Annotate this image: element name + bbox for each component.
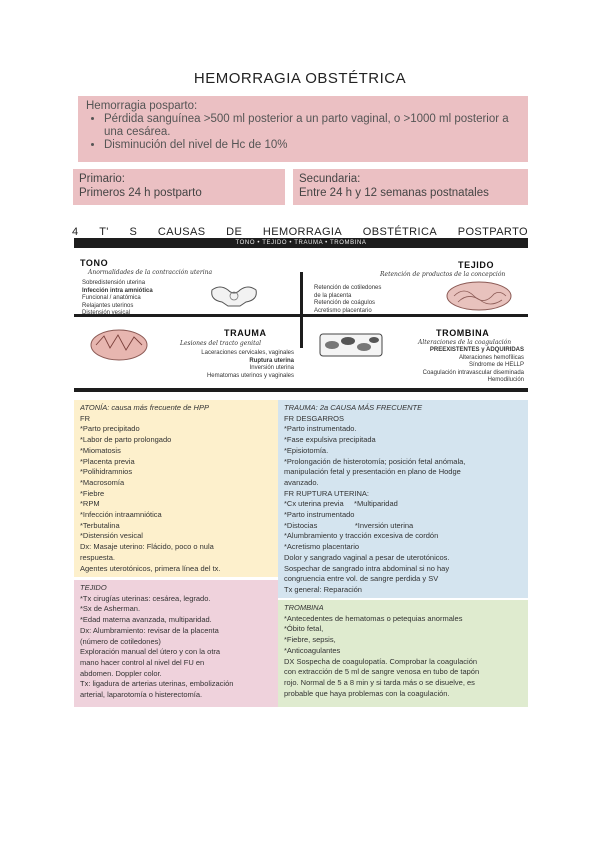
trombina-subtitle: Alteraciones de la coagulación (418, 339, 512, 346)
tejido-line: *Edad materna avanzada, multiparidad. (80, 615, 212, 625)
tono-item: Funcional / anatómica (82, 295, 141, 301)
atonia-line: Agentes uterotónicos, primera línea del tx. (80, 563, 221, 573)
tejido-title: TEJIDO (458, 260, 495, 270)
trombina-list (374, 347, 524, 385)
trombina-line: *Óbito fetal, (284, 624, 324, 634)
causes-word: CAUSAS (157, 226, 206, 238)
trombina-item: Hemodilución (487, 377, 524, 383)
secondary-label: Secundaria: (299, 173, 361, 185)
tejido-item: de la placenta (314, 292, 352, 299)
atonia-line: FR (80, 413, 90, 423)
trauma-item: Ruptura uterina (249, 357, 294, 364)
tono-list (82, 280, 153, 318)
trauma-line: Sospechar de sangrado intra abdominal si no hay (284, 563, 450, 573)
trauma-line: *Alumbramiento y tracción excesiva de cordón (284, 531, 439, 541)
trombina-item: PREEXISTENTES y ADQUIRIDAS (429, 347, 524, 353)
trauma-line: Dolor y sangrado vaginal a pesar de uterotónicos. (284, 552, 450, 562)
trombina-item: Síndrome de HELLP (468, 362, 524, 368)
atonia-line: *Polihidramnios (80, 467, 133, 477)
trauma-line: *Parto instrumentado. (284, 424, 357, 434)
tejido-line: *Sx de Asherman. (80, 604, 141, 614)
definition-item: • Pérdida sanguínea >500 ml posterior a un parto vaginal, o >1000 ml posterior a una cesárea. (104, 113, 520, 139)
tono-item: Sobredistensión uterina (82, 280, 146, 286)
tejido-line: Tx: ligadura de arterias uterinas, embolización (80, 679, 234, 689)
definition-heading: Hemorragia posparto: (86, 100, 198, 112)
trauma-line: *Fase expulsiva precipitada (284, 435, 376, 445)
tejido-subtitle: Retención de productos de la concepción (380, 271, 506, 278)
tejido-line: *Tx cirugías uterinas: cesárea, legrado. (80, 593, 211, 603)
atonia-line: *Placenta previa (80, 456, 135, 466)
tejido-line: arterial, laparotomía o histerectomía. (80, 690, 203, 700)
causes-word: POSTPARTO (457, 226, 528, 238)
atonia-line: *Fiebre (80, 488, 105, 498)
tejido-item: Retención de cotiledones (314, 285, 382, 291)
causes-word: T' (99, 226, 109, 238)
trombina-title: TROMBINA (436, 328, 490, 338)
genital-tract-illustration-icon (88, 328, 150, 362)
atonia-line: *Labor de parto prolongado (80, 435, 172, 445)
trauma-item: Inversión uterina (249, 365, 294, 371)
trauma-item: Hematomas uterinos y vaginales (206, 372, 294, 379)
definition-box (78, 96, 528, 162)
tejido-section (74, 580, 278, 707)
atonia-line: *Infección intraamniótica (80, 510, 162, 520)
trombina-item: Coagulación intravascular diseminada (422, 369, 524, 376)
uterus-illustration-icon (206, 282, 262, 308)
secondary-box (293, 169, 528, 205)
trauma-line: congruencia entre vol. de sangre perdida y SV (284, 574, 439, 584)
atonia-line: *Distensión vesical (80, 531, 143, 541)
atonia-line: *Terbutalina (80, 520, 120, 530)
tejido-list (314, 285, 381, 315)
trauma-line: *Acretismo placentario (284, 542, 360, 552)
atonia-section (74, 400, 278, 577)
causes-word: OBSTÉTRICA (362, 226, 438, 238)
atonia-line: *Parto precipitado (80, 424, 140, 434)
trauma-section (278, 400, 528, 598)
tono-subtitle: Anormalidades de la contracción uterina (88, 269, 213, 276)
tejido-line: (número de cotiledones) (80, 636, 161, 646)
atonia-line: Dx: Masaje uterino: Flácido, poco o nula (80, 542, 214, 552)
trauma-list (154, 350, 294, 380)
atonia-line: *Miomatosis (80, 445, 121, 455)
trombina-item: Alteraciones hemofílicas (458, 354, 524, 361)
trauma-line: Tx general: Reparación (284, 584, 362, 594)
four-t-infographic (74, 238, 528, 392)
trauma-item: Laceraciones cervicales, vaginales (201, 350, 294, 356)
trombina-line: *Anticoagulantes (284, 645, 341, 655)
atonia-line: *RPM (80, 499, 100, 509)
trauma-subtitle: Lesiones del tracto genital (180, 340, 261, 347)
tejido-line: Exploración manual del útero y con la otra (80, 647, 221, 657)
infographic-top-bar: TONO • TEJIDO • TRAUMA • TROMBINA (74, 238, 528, 248)
trauma-line: *Parto instrumentado (284, 510, 355, 520)
primary-box (73, 169, 285, 205)
secondary-text: Entre 24 h y 12 semanas postnatales (299, 187, 489, 199)
trombina-heading: TROMBINA (284, 603, 324, 612)
tejido-line: Dx: Alumbramiento: revisar de la placenta (80, 625, 219, 635)
trauma-line: avanzado. (284, 477, 319, 487)
trauma-line: *Cx uterina previa *Multiparidad (284, 499, 398, 509)
atonia-line: *Macrosomía (80, 477, 125, 487)
atonia-heading: ATONÍA: causa más frecuente de HPP (80, 403, 209, 412)
trauma-line: FR RUPTURA UTERINA: (284, 488, 370, 498)
tono-item: Relajantes uterinos (82, 302, 134, 309)
tejido-item: Acretismo placentario (314, 307, 372, 314)
primary-label: Primario: (79, 173, 126, 185)
infographic-bottom-bar (74, 388, 528, 392)
tejido-line: abdomen. Doppler color. (80, 668, 162, 678)
trombina-line: rojo. Normal de 5 a 8 min y si tarda más o se disuelve, es (284, 677, 475, 687)
trombina-line: *Fiebre, sepsis, (284, 635, 336, 645)
causes-word: HEMORRAGIA (262, 226, 343, 238)
divider-vertical (300, 272, 303, 348)
causes-heading (72, 226, 528, 238)
tono-title: TONO (80, 258, 109, 268)
trombina-line: *Antecedentes de hematomas o petequias anormales (284, 613, 463, 623)
tono-item: Distensión vesical (82, 310, 131, 316)
causes-word: DE (226, 226, 243, 238)
causes-word: 4 (72, 226, 79, 238)
trombina-line: con extracción de 5 ml de sangre venosa en tubo de tapón (284, 667, 480, 677)
definition-list (104, 113, 520, 152)
tono-item: Infección intra amniótica (82, 287, 153, 294)
tejido-item: Retención de coágulos (314, 300, 376, 306)
trauma-line: *Episiotomía. (284, 445, 329, 455)
trauma-line: *Prolongación de histerotomía; posición fetal anómala, (284, 456, 466, 466)
trauma-title: TRAUMA (224, 328, 267, 338)
trombina-line: probable que haya problemas con la coagulación. (284, 688, 450, 698)
placenta-illustration-icon (444, 280, 514, 312)
trauma-line: *Distocias *Inversión uterina (284, 520, 414, 530)
tejido-heading: TEJIDO (80, 583, 107, 592)
primary-text: Primeros 24 h postparto (79, 187, 202, 199)
trombina-line: DX Sospecha de coagulopatía. Comprobar la coagulación (284, 656, 478, 666)
trauma-heading: TRAUMA: 2a CAUSA MÁS FRECUENTE (284, 403, 423, 412)
trombina-section (278, 600, 528, 707)
causes-word: S (129, 226, 138, 238)
trauma-line: FR DESGARROS (284, 413, 345, 423)
trauma-line: manipulación fetal y presentación en plano de Hodge (284, 467, 461, 477)
atonia-line: respuesta. (80, 552, 116, 562)
tejido-line: mano hacer control al nivel del FU en (80, 657, 205, 667)
page-title: HEMORRAGIA OBSTÉTRICA (193, 70, 407, 87)
definition-item: • Disminución del nivel de Hc de 10% (104, 139, 520, 152)
